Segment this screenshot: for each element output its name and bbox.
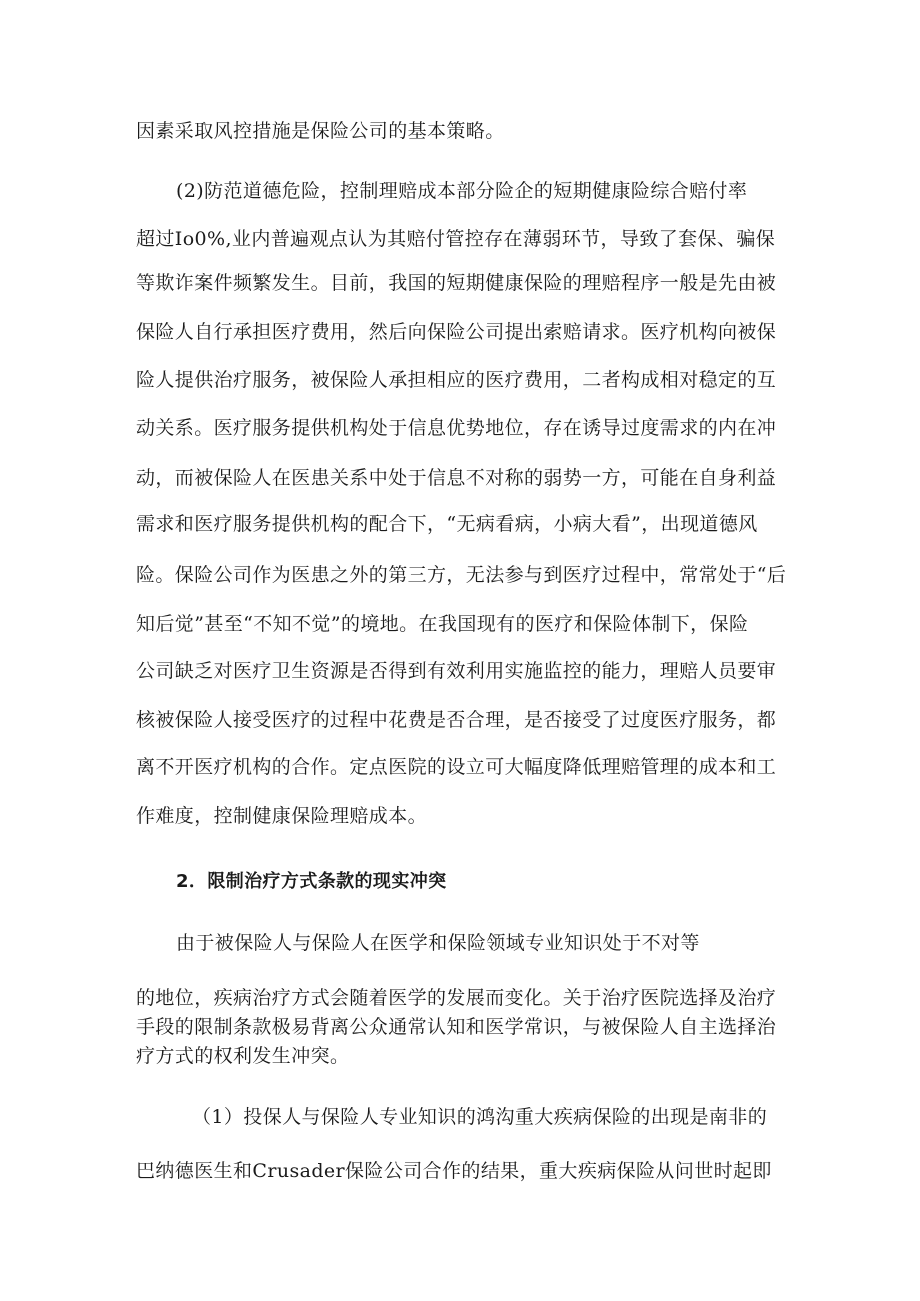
text-line: 动关系。医疗服务提供机构处于信息优势地位，存在诱导过度需求的内在冲 (136, 417, 777, 439)
text-line: 知后觉”甚至“不知不觉”的境地。在我国现有的医疗和保险体制下，保险 (136, 613, 749, 635)
text-line: 公司缺乏对医疗卫生资源是否得到有效利用实施监控的能力，理赔人员要审 (136, 660, 777, 682)
text-line: 作难度，控制健康保险理赔成本。 (136, 805, 428, 827)
text-line: 需求和医疗服务提供机构的配合下，“无病看病，小病大看”，出现道德风 (136, 513, 758, 535)
text-line: (2)防范道德危险，控制理赔成本部分险企的短期健康险综合赔付率 (176, 180, 748, 202)
text-line: 核被保险人接受医疗的过程中花费是否合理，是否接受了过度医疗服务，都 (136, 709, 777, 731)
text-line: 巴纳德医生和Crusader保险公司合作的结果，重大疾病保险从问世时起即 (136, 1160, 772, 1182)
text-line: 因素采取风控措施是保险公司的基本策略。 (136, 120, 505, 142)
text-line: 疗方式的权利发生冲突。 (136, 1045, 350, 1067)
text-line: 由于被保险人与保险人在医学和保险领域专业知识处于不对等 (176, 932, 700, 954)
text-line: 超过Io0%,业内普遍观点认为其赔付管控存在薄弱环节，导致了套保、骗保 (136, 228, 776, 250)
text-line: 离不开医疗机构的合作。定点医院的设立可大幅度降低理赔管理的成本和工 (136, 756, 777, 778)
text-line: （1）投保人与保险人专业知识的鸿沟重大疾病保险的出现是南非的 (192, 1106, 768, 1128)
text-line: 的地位，疾病治疗方式会随着医学的发展而变化。关于治疗医院选择及治疗 (136, 987, 777, 1009)
text-line: 等欺诈案件频繁发生。目前，我国的短期健康保险的理赔程序一般是先由被 (136, 272, 777, 294)
section-heading: 2．限制治疗方式条款的现实冲突 (176, 871, 447, 892)
text-line: 保险人自行承担医疗费用，然后向保险公司提出索赔请求。医疗机构向被保 (136, 321, 777, 343)
text-line: 险。保险公司作为医患之外的第三方，无法参与到医疗过程中，常常处于“后 (136, 564, 787, 586)
text-line: 动，而被保险人在医患关系中处于信息不对称的弱势一方，可能在自身利益 (136, 467, 777, 489)
text-line: 手段的限制条款极易背离公众通常认知和医学常识，与被保险人自主选择治 (136, 1016, 777, 1038)
text-line: 险人提供治疗服务，被保险人承担相应的医疗费用，二者构成相对稳定的互 (136, 369, 777, 391)
